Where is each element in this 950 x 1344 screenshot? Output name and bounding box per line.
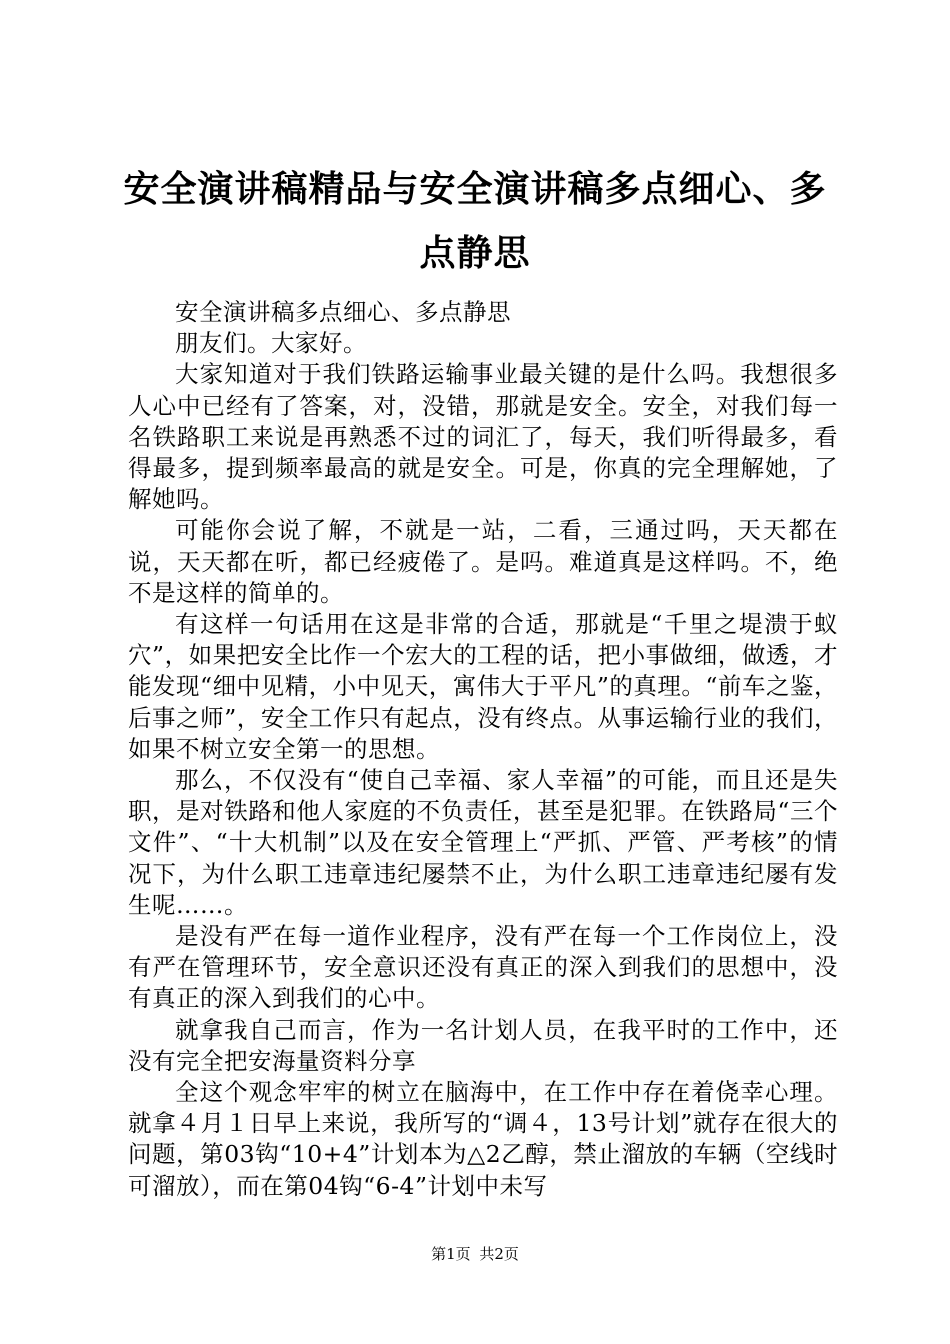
document-body bbox=[128, 297, 838, 1202]
page-total: 共2页 bbox=[479, 1245, 519, 1263]
page-footer bbox=[0, 1244, 950, 1264]
document-title: 安全演讲稿精品与安全演讲稿多点细心、多点静思 bbox=[123, 169, 827, 274]
paragraph: 可能你会说了解，不就是一站，二看，三通过吗，天天都在说，天天都在听，都已经疲倦了。是吗。难道真是这样吗。不，绝不是这样的简单的。 bbox=[128, 516, 838, 607]
paragraph: 大家知道对于我们铁路运输事业最关键的是什么吗。我想很多人心中已经有了答案，对，没错，那就是安全。安全，对我们每一名铁路职工来说是再熟悉不过的词汇了，每天，我们听得最多，看得最多，提到频率最高的就是安全。可是，你真的完全理解她，了解她吗。 bbox=[128, 360, 838, 514]
paragraph: 安全演讲稿多点细心、多点静思 bbox=[175, 298, 511, 326]
paragraph: 是没有严在每一道作业程序，没有严在每一个工作岗位上，没有严在管理环节，安全意识还没有真正的深入到我们的思想中，没有真正的深入到我们的心中。 bbox=[128, 922, 838, 1013]
paragraph: 全这个观念牢牢的树立在脑海中，在工作中存在着侥幸心理。就拿４月１日早上来说，我所写的“调４，13号计划”就存在很大的问题，第03钩“10+4”计划本为△2乙醇，禁止溜放的车辆（空线时可溜放），而在第04钩“6-4”计划中未写 bbox=[128, 1078, 838, 1200]
paragraph: 朋友们。大家好。 bbox=[175, 329, 367, 358]
paragraph: 就拿我自己而言，作为一名计划人员，在我平时的工作中，还没有完全把安海量资料分享 bbox=[128, 1015, 838, 1075]
paragraph: 那么，不仅没有“使自己幸福、家人幸福”的可能，而且还是失职，是对铁路和他人家庭的不负责任，甚至是犯罪。在铁路局“三个文件”、“十大机制”以及在安全管理上“严抓、严管、严考核”的情况下，为什么职工违章违纪屡禁不止，为什么职工违章违纪屡有发生呢……。 bbox=[128, 766, 838, 919]
page-number: 第1页 bbox=[431, 1245, 471, 1263]
paragraph: 有这样一句话用在这是非常的合适，那就是“千里之堤溃于蚁穴”，如果把安全比作一个宏大的工程的话，把小事做细，做透，才能发现“细中见精，小中见天，寓伟大于平凡”的真理。“前车之鉴，后事之师”，安全工作只有起点，没有终点。从事运输行业的我们，如果不树立安全第一的思想。 bbox=[128, 610, 838, 763]
